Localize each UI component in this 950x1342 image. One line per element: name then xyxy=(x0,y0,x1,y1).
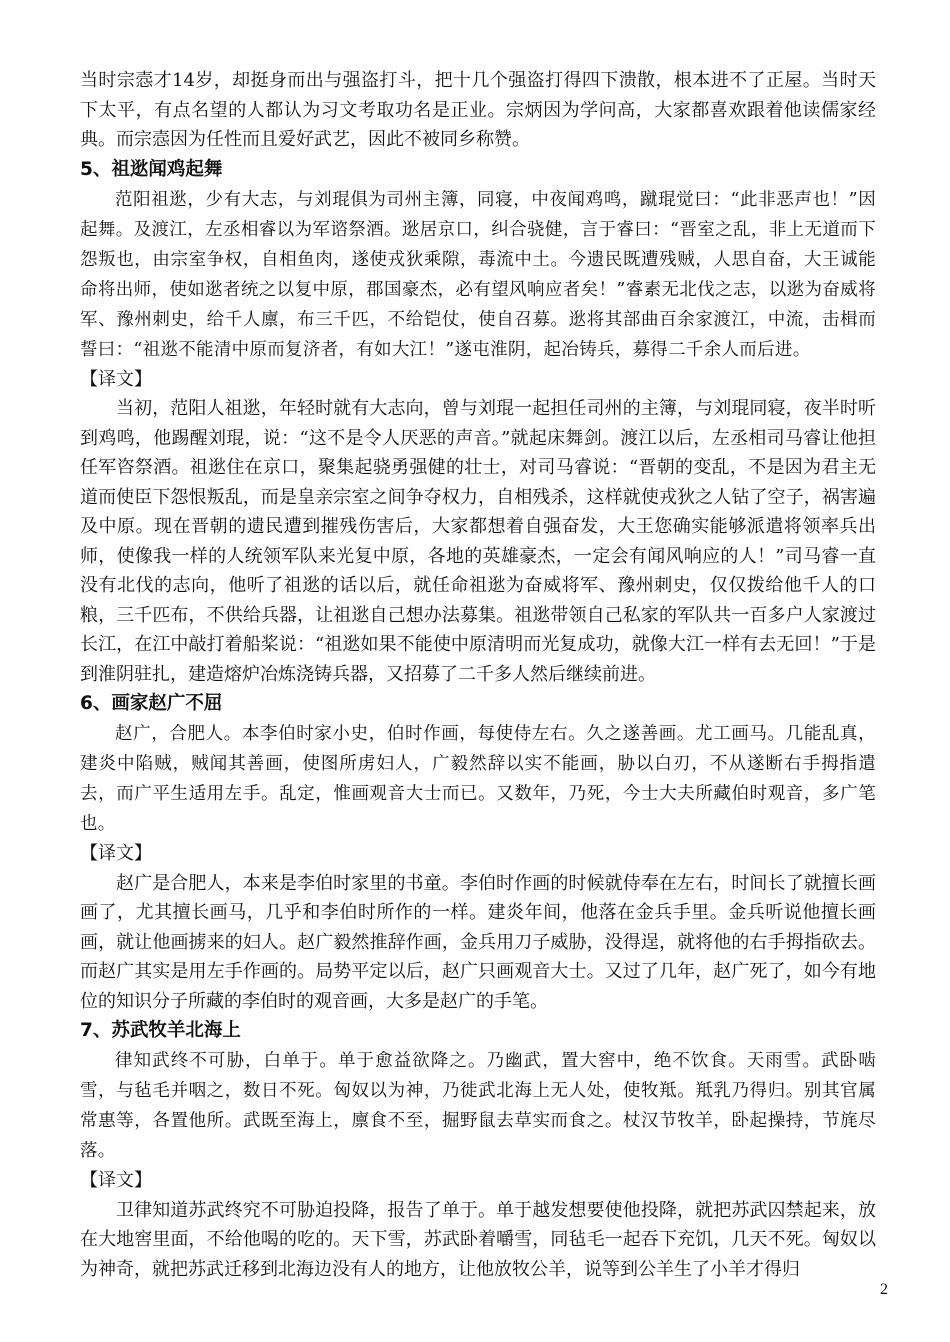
section-zu-ti xyxy=(80,155,876,690)
translation-label: 【译文】 xyxy=(80,843,152,864)
translation-text: 卫律知道苏武终究不可胁迫投降，报告了单于。单于越发想要使他投降，就把苏武囚禁起来，放在大地窖里面，不给他喝的吃的。天下雪，苏武卧着嚼雪，同毡毛一起吞下充饥，几天不死。匈奴以为神奇，就把苏武迁移到北海边没有人的地方，让他放牧公羊，说等到公羊生了小羊才得归 xyxy=(80,1199,876,1280)
classical-text: 赵广，合肥人。本李伯时家小史，伯时作画，每使侍左右。久之遂善画。尤工画马。几能乱真，建炎中陷贼，贼闻其善画，使图所虏妇人，广毅然辞以实不能画，胁以白刃，不从遂断右手拇指遣去，而广平生适用左手。乱定，惟画观音大士而已。又数年，乃死，今士大夫所藏伯时观音，多广笔也。 xyxy=(80,724,876,834)
section-heading: 6、画家赵广不屈 xyxy=(80,693,223,714)
classical-text: 律知武终不可胁，白单于。单于愈益欲降之。乃幽武，置大窖中，绝不饮食。天雨雪。武卧啮雪，与毡毛并咽之，数日不死。匈奴以为神，乃徙武北海上无人处，使牧羝。羝乳乃得归。别其官属常惠等，各置他所。武既至海上，廪食不至，掘野鼠去草实而食之。杖汉节牧羊，卧起操持，节旄尽落。 xyxy=(80,1051,876,1161)
section-su-wu xyxy=(80,1016,876,1284)
page-number: 2 xyxy=(880,1281,888,1298)
section-heading: 7、苏武牧羊北海上 xyxy=(80,1020,241,1041)
translation-text: 当初，范阳人祖逖，年轻时就有大志向，曾与刘琨一起担任司州的主簿，与刘琨同寝，夜半时听到鸡鸣，他踢醒刘琨，说：“这不是令人厌恶的声音。”就起床舞剑。渡江以后，左丞相司马睿让他担任军咨祭酒。祖逖住在京口，聚集起骁勇强健的壮士，对司马睿说：“晋朝的变乱，不是因为君主无道而使臣下怨恨叛乱，而是皇亲宗室之间争夺权力，自相残杀，这样就使戎狄之人钻了空子，祸害遍及中原。现在晋朝的遗民遭到摧残伤害后，大家都想着自强奋发，大王您确实能够派遣将领率兵出师，使像我一样的人统领军队来光复中原，各地的英雄豪杰，一定会有闻风响应的人！”司马睿一直没有北伐的志向，他听了祖逖的话以后，就任命祖逖为奋威将军、豫州刺史，仅仅拨给他千人的口粮，三千匹布，不供给兵器，让祖逖自己想办法募集。祖逖带领自己私家的军队共一百多户人家渡过长江，在江中敲打着船桨说：“祖逖如果不能使中原清明而光复成功，就像大江一样有去无回！”于是到淮阴驻扎，建造熔炉冶炼浇铸兵器，又招募了二千多人然后继续前进。 xyxy=(80,398,876,685)
section-heading: 5、祖逖闻鸡起舞 xyxy=(80,158,223,180)
continuation-paragraph: 当时宗悫才14岁，却挺身而出与强盗打斗，把十几个强盗打得四下溃散，根本进不了正屋。当时天下太平，有点名望的人都认为习文考取功名是正业。宗炳因为学问高，大家都喜欢跟着他读儒家经典。而宗悫因为任性而且爱好武艺，因此不被同乡称赞。 xyxy=(80,70,876,150)
translation-text: 赵广是合肥人，本来是李伯时家里的书童。李伯时作画的时候就侍奉在左右，时间长了就擅长画画了，尤其擅长画马，几乎和李伯时所作的一样。建炎年间，他落在金兵手里。金兵听说他擅长画画，就让他画掳来的妇人。赵广毅然推辞作画，金兵用刀子威胁，没得逞，就将他的右手拇指砍去。而赵广其实是用左手作画的。局势平定以后，赵广只画观音大士。又过了几年，赵广死了，如今有地位的知识分子所藏的李伯时的观音画，大多是赵广的手笔。 xyxy=(80,872,876,1012)
document-page xyxy=(80,66,876,1284)
classical-text: 范阳祖逖，少有大志，与刘琨俱为司州主簿，同寝，中夜闻鸡鸣，蹴琨觉曰：“此非恶声也！”因起舞。及渡江，左丞相睿以为军谘祭酒。逖居京口，纠合骁健，言于睿曰：“晋室之乱，非上无道而下怨叛也，由宗室争权，自相鱼肉，遂使戎狄乘隙，毒流中土。今遗民既遭残贼，人思自奋，大王诚能命将出师，使如逖者统之以复中原，郡国豪杰，必有望风响应者矣！”睿素无北伐之志，以逖为奋威将军、豫州刺史，给千人廪，布三千匹，不给铠仗，使自召募。逖将其部曲百余家渡江，中流，击楫而誓曰：“祖逖不能清中原而复济者，有如大江！”遂屯淮阴，起冶铸兵，募得二千余人而后进。 xyxy=(80,189,876,360)
translation-label: 【译文】 xyxy=(80,368,152,390)
section-zhao-guang xyxy=(80,689,876,1016)
translation-label: 【译文】 xyxy=(80,1170,152,1191)
